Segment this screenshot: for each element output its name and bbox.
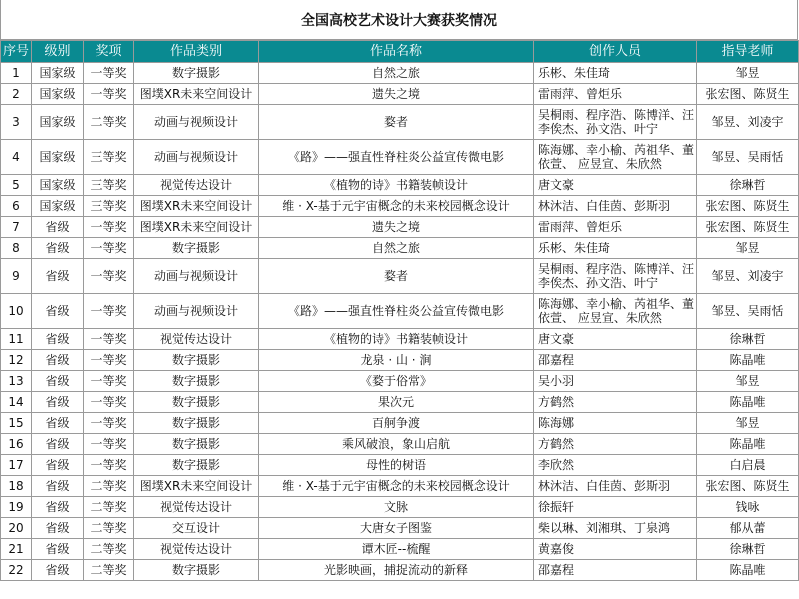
cell-no[interactable]: 12 — [1, 350, 32, 371]
cell-work[interactable]: 遗失之境 — [259, 217, 534, 238]
cell-advisors[interactable]: 张宏图、陈贤生 — [697, 196, 799, 217]
table-row — [1, 84, 799, 105]
cell-no[interactable]: 2 — [1, 84, 32, 105]
cell-level[interactable]: 省级 — [32, 434, 84, 455]
table-row — [1, 518, 799, 539]
cell-creators[interactable]: 唐文豪 — [534, 329, 697, 350]
cell-no[interactable]: 17 — [1, 455, 32, 476]
cell-category[interactable]: 图墣XR未来空间设计 — [134, 196, 259, 217]
cell-creators[interactable]: 陈海娜 — [534, 413, 697, 434]
cell-creators[interactable]: 乐彬、朱佳琦 — [534, 238, 697, 259]
cell-award[interactable]: 一等奖 — [84, 84, 134, 105]
col-header-level[interactable]: 级别 — [32, 41, 84, 63]
cell-category[interactable]: 动画与视频设计 — [134, 294, 259, 329]
sheet-title: 全国高校艺术设计大赛获奖情况 — [0, 0, 798, 40]
col-header-category[interactable]: 作品类别 — [134, 41, 259, 63]
table-row — [1, 497, 799, 518]
cell-category[interactable]: 交互设计 — [134, 518, 259, 539]
table-row — [1, 329, 799, 350]
cell-work[interactable]: 婺者 — [259, 105, 534, 140]
cell-advisors[interactable]: 邹昱、吴雨恬 — [697, 294, 799, 329]
cell-category[interactable]: 数字摄影 — [134, 560, 259, 581]
cell-level[interactable]: 省级 — [32, 560, 84, 581]
cell-work[interactable]: 《路》——强直性脊柱炎公益宣传微电影 — [259, 140, 534, 175]
cell-advisors[interactable]: 邹昱 — [697, 238, 799, 259]
cell-level[interactable]: 省级 — [32, 539, 84, 560]
cell-award[interactable]: 一等奖 — [84, 371, 134, 392]
cell-work[interactable]: 百舸争渡 — [259, 413, 534, 434]
table-row — [1, 63, 799, 84]
cell-no[interactable]: 16 — [1, 434, 32, 455]
cell-level[interactable]: 省级 — [32, 497, 84, 518]
cell-award[interactable]: 二等奖 — [84, 560, 134, 581]
table-row — [1, 217, 799, 238]
cell-award[interactable]: 一等奖 — [84, 238, 134, 259]
cell-category[interactable]: 视觉传达设计 — [134, 497, 259, 518]
cell-category[interactable]: 数字摄影 — [134, 371, 259, 392]
table-row — [1, 371, 799, 392]
cell-work[interactable]: 自然之旅 — [259, 238, 534, 259]
cell-work[interactable]: 谭木匠--梳醒 — [259, 539, 534, 560]
cell-advisors[interactable]: 徐琳哲 — [697, 175, 799, 196]
cell-no[interactable]: 22 — [1, 560, 32, 581]
table-row — [1, 259, 799, 294]
table-row — [1, 105, 799, 140]
col-header-award[interactable]: 奖项 — [84, 41, 134, 63]
cell-award[interactable]: 二等奖 — [84, 476, 134, 497]
table-row — [1, 238, 799, 259]
cell-no[interactable]: 21 — [1, 539, 32, 560]
cell-award[interactable]: 一等奖 — [84, 259, 134, 294]
cell-no[interactable]: 11 — [1, 329, 32, 350]
table-row — [1, 392, 799, 413]
cell-no[interactable]: 1 — [1, 63, 32, 84]
cell-category[interactable]: 视觉传达设计 — [134, 539, 259, 560]
cell-category[interactable]: 数字摄影 — [134, 434, 259, 455]
cell-award[interactable]: 二等奖 — [84, 105, 134, 140]
cell-award[interactable]: 一等奖 — [84, 413, 134, 434]
cell-level[interactable]: 省级 — [32, 350, 84, 371]
cell-no[interactable]: 3 — [1, 105, 32, 140]
cell-category[interactable]: 动画与视频设计 — [134, 140, 259, 175]
awards-table — [0, 40, 799, 581]
cell-award[interactable]: 一等奖 — [84, 294, 134, 329]
table-row — [1, 539, 799, 560]
cell-work[interactable]: 文脉 — [259, 497, 534, 518]
cell-work[interactable]: 光影映画，捕捉流动的新释 — [259, 560, 534, 581]
cell-award[interactable]: 一等奖 — [84, 63, 134, 84]
cell-award[interactable]: 三等奖 — [84, 140, 134, 175]
cell-creators[interactable]: 陈海娜、幸小榆、芮祖华、董依萱、 应昱宣、朱欣然 — [534, 140, 697, 175]
cell-category[interactable]: 视觉传达设计 — [134, 175, 259, 196]
col-header-advisors[interactable]: 指导老师 — [697, 41, 799, 63]
cell-no[interactable]: 18 — [1, 476, 32, 497]
cell-category[interactable]: 动画与视频设计 — [134, 259, 259, 294]
cell-creators[interactable]: 吴小羽 — [534, 371, 697, 392]
cell-award[interactable]: 二等奖 — [84, 518, 134, 539]
cell-advisors[interactable]: 张宏图、陈贤生 — [697, 217, 799, 238]
cell-no[interactable]: 6 — [1, 196, 32, 217]
cell-creators[interactable]: 邵嘉程 — [534, 560, 697, 581]
cell-no[interactable]: 8 — [1, 238, 32, 259]
cell-creators[interactable]: 林沐洁、白佳茵、彭斯羽 — [534, 476, 697, 497]
cell-category[interactable]: 图墣XR未来空间设计 — [134, 84, 259, 105]
cell-category[interactable]: 视觉传达设计 — [134, 329, 259, 350]
cell-creators[interactable]: 柴以琳、刘湘琪、丁泉鸿 — [534, 518, 697, 539]
cell-creators[interactable]: 方鹤然 — [534, 392, 697, 413]
cell-work[interactable]: 《植物的诗》书籍装帧设计 — [259, 175, 534, 196]
cell-advisors[interactable]: 陈晶唯 — [697, 392, 799, 413]
cell-level[interactable]: 省级 — [32, 413, 84, 434]
cell-work[interactable]: 婺者 — [259, 259, 534, 294]
cell-advisors[interactable]: 徐琳哲 — [697, 329, 799, 350]
cell-creators[interactable]: 李欣然 — [534, 455, 697, 476]
cell-creators[interactable]: 唐文豪 — [534, 175, 697, 196]
cell-level[interactable]: 省级 — [32, 294, 84, 329]
cell-work[interactable]: 大唐女子图鉴 — [259, 518, 534, 539]
cell-creators[interactable]: 陈海娜、幸小榆、芮祖华、董依萱、 应昱宣、朱欣然 — [534, 294, 697, 329]
table-row — [1, 140, 799, 175]
table-row — [1, 196, 799, 217]
cell-award[interactable]: 三等奖 — [84, 196, 134, 217]
cell-advisors[interactable]: 张宏图、陈贤生 — [697, 84, 799, 105]
col-header-creators[interactable]: 创作人员 — [534, 41, 697, 63]
table-row — [1, 350, 799, 371]
cell-work[interactable]: 乘风破浪，象山启航 — [259, 434, 534, 455]
table-row — [1, 476, 799, 497]
cell-advisors[interactable]: 徐琳哲 — [697, 539, 799, 560]
cell-no[interactable]: 20 — [1, 518, 32, 539]
cell-level[interactable]: 省级 — [32, 238, 84, 259]
table-row — [1, 294, 799, 329]
cell-creators[interactable]: 吴桐雨、程序浩、陈博洋、汪李俟杰、孙文浩、叶宁 — [534, 105, 697, 140]
cell-advisors[interactable]: 邹昱 — [697, 63, 799, 84]
cell-award[interactable]: 一等奖 — [84, 217, 134, 238]
cell-level[interactable]: 省级 — [32, 217, 84, 238]
cell-category[interactable]: 数字摄影 — [134, 63, 259, 84]
col-header-work[interactable]: 作品名称 — [259, 41, 534, 63]
cell-advisors[interactable]: 陈晶唯 — [697, 560, 799, 581]
cell-advisors[interactable]: 郁从蕾 — [697, 518, 799, 539]
cell-creators[interactable]: 雷雨萍、曾炬乐 — [534, 217, 697, 238]
cell-award[interactable]: 一等奖 — [84, 392, 134, 413]
cell-advisors[interactable]: 张宏图、陈贤生 — [697, 476, 799, 497]
cell-creators[interactable]: 乐彬、朱佳琦 — [534, 63, 697, 84]
cell-no[interactable]: 14 — [1, 392, 32, 413]
col-header-no[interactable]: 序号 — [1, 41, 32, 63]
cell-award[interactable]: 一等奖 — [84, 329, 134, 350]
cell-level[interactable]: 省级 — [32, 329, 84, 350]
cell-work[interactable]: 果次元 — [259, 392, 534, 413]
cell-no[interactable]: 19 — [1, 497, 32, 518]
cell-award[interactable]: 一等奖 — [84, 350, 134, 371]
cell-no[interactable]: 13 — [1, 371, 32, 392]
cell-work[interactable]: 龙泉 · 山 · 涧 — [259, 350, 534, 371]
cell-level[interactable]: 国家级 — [32, 140, 84, 175]
cell-no[interactable]: 5 — [1, 175, 32, 196]
header-row — [1, 41, 799, 63]
cell-category[interactable]: 数字摄影 — [134, 413, 259, 434]
cell-no[interactable]: 15 — [1, 413, 32, 434]
cell-category[interactable]: 图墣XR未来空间设计 — [134, 217, 259, 238]
cell-award[interactable]: 三等奖 — [84, 175, 134, 196]
cell-no[interactable]: 10 — [1, 294, 32, 329]
table-row — [1, 175, 799, 196]
cell-level[interactable]: 省级 — [32, 259, 84, 294]
cell-level[interactable]: 省级 — [32, 392, 84, 413]
cell-award[interactable]: 二等奖 — [84, 539, 134, 560]
cell-level[interactable]: 国家级 — [32, 196, 84, 217]
cell-work[interactable]: 维 · X-基于元宇宙概念的未来校园概念设计 — [259, 476, 534, 497]
cell-work[interactable]: 遗失之境 — [259, 84, 534, 105]
cell-level[interactable]: 省级 — [32, 371, 84, 392]
table-row — [1, 560, 799, 581]
cell-level[interactable]: 国家级 — [32, 175, 84, 196]
cell-creators[interactable]: 林沐洁、白佳茵、彭斯羽 — [534, 196, 697, 217]
cell-work[interactable]: 《路》——强直性脊柱炎公益宣传微电影 — [259, 294, 534, 329]
cell-advisors[interactable]: 邹昱、刘凌宇 — [697, 105, 799, 140]
cell-advisors[interactable]: 陈晶唯 — [697, 434, 799, 455]
cell-advisors[interactable]: 钱咏 — [697, 497, 799, 518]
cell-creators[interactable]: 雷雨萍、曾炬乐 — [534, 84, 697, 105]
cell-creators[interactable]: 方鹤然 — [534, 434, 697, 455]
cell-level[interactable]: 国家级 — [32, 84, 84, 105]
cell-advisors[interactable]: 邹昱、吴雨恬 — [697, 140, 799, 175]
cell-level[interactable]: 省级 — [32, 476, 84, 497]
cell-level[interactable]: 国家级 — [32, 63, 84, 84]
cell-work[interactable]: 自然之旅 — [259, 63, 534, 84]
table-row — [1, 413, 799, 434]
cell-no[interactable]: 7 — [1, 217, 32, 238]
cell-work[interactable]: 《婺于俗常》 — [259, 371, 534, 392]
cell-level[interactable]: 省级 — [32, 455, 84, 476]
cell-award[interactable]: 二等奖 — [84, 497, 134, 518]
cell-advisors[interactable]: 邹昱 — [697, 413, 799, 434]
cell-creators[interactable]: 徐振轩 — [534, 497, 697, 518]
table-row — [1, 434, 799, 455]
cell-work[interactable]: 母性的树语 — [259, 455, 534, 476]
cell-category[interactable]: 数字摄影 — [134, 455, 259, 476]
cell-award[interactable]: 一等奖 — [84, 455, 134, 476]
cell-award[interactable]: 一等奖 — [84, 434, 134, 455]
cell-advisors[interactable]: 白启晨 — [697, 455, 799, 476]
cell-category[interactable]: 数字摄影 — [134, 238, 259, 259]
cell-work[interactable]: 《植物的诗》书籍装帧设计 — [259, 329, 534, 350]
cell-level[interactable]: 国家级 — [32, 105, 84, 140]
cell-category[interactable]: 图墣XR未来空间设计 — [134, 476, 259, 497]
cell-no[interactable]: 9 — [1, 259, 32, 294]
cell-no[interactable]: 4 — [1, 140, 32, 175]
cell-advisors[interactable]: 邹昱、刘凌宇 — [697, 259, 799, 294]
cell-work[interactable]: 维 · X-基于元宇宙概念的未来校园概念设计 — [259, 196, 534, 217]
cell-category[interactable]: 动画与视频设计 — [134, 105, 259, 140]
cell-category[interactable]: 数字摄影 — [134, 392, 259, 413]
cell-level[interactable]: 省级 — [32, 518, 84, 539]
cell-creators[interactable]: 吴桐雨、程序浩、陈博洋、汪李俟杰、孙文浩、叶宁 — [534, 259, 697, 294]
cell-creators[interactable]: 邵嘉程 — [534, 350, 697, 371]
table-row — [1, 455, 799, 476]
cell-advisors[interactable]: 陈晶唯 — [697, 350, 799, 371]
cell-creators[interactable]: 黄嘉俊 — [534, 539, 697, 560]
cell-category[interactable]: 数字摄影 — [134, 350, 259, 371]
cell-advisors[interactable]: 邹昱 — [697, 371, 799, 392]
